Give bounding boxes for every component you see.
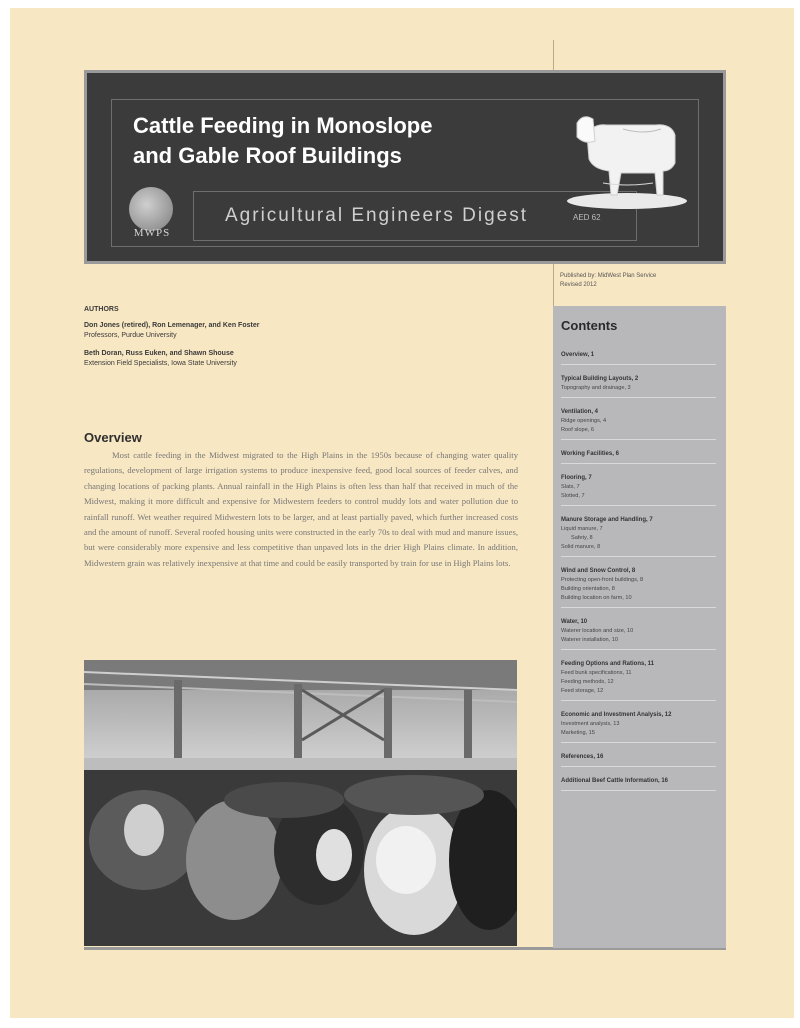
- contents-section: [561, 408, 716, 440]
- globe-icon: [129, 187, 173, 231]
- contents-section: [561, 567, 716, 608]
- cattle-barn-photo: [84, 660, 517, 946]
- contents-subsection: Slats, 7: [561, 484, 580, 490]
- contents-section: [561, 777, 716, 791]
- issue-number: AED 62: [573, 213, 601, 222]
- cattle-photo-illustration: [84, 660, 517, 946]
- contents-section-title: Economic and Investment Analysis, 12: [561, 712, 672, 718]
- contents-section-title: Wind and Snow Control, 8: [561, 568, 636, 574]
- contents-subsection: Marketing, 15: [561, 730, 595, 736]
- mwps-logo: MWPS: [123, 187, 181, 247]
- contents-section-title: Flooring, 7: [561, 475, 592, 481]
- contents-subsection: Liquid manure, 7: [561, 526, 603, 532]
- contents-section-title: Working Facilities, 6: [561, 451, 619, 457]
- cow-illustration-icon: [563, 101, 693, 211]
- contents-sidebar: [553, 306, 726, 948]
- contents-subsection: Safety, 8: [571, 535, 593, 541]
- contents-heading: Contents: [561, 318, 618, 333]
- contents-subsection: Feeding methods, 12: [561, 679, 614, 685]
- contents-subsection: Slotted, 7: [561, 493, 585, 499]
- contents-subsection: Ridge openings, 4: [561, 418, 607, 424]
- contents-list: [561, 351, 716, 791]
- contents-subsection: Topography and drainage, 3: [561, 385, 631, 391]
- contents-subsection: Roof slope, 6: [561, 427, 594, 433]
- contents-section-title: Overview, 1: [561, 352, 595, 358]
- contents-section: [561, 375, 716, 398]
- contents-subsection: Waterer location and size, 10: [561, 628, 634, 634]
- overview-heading: Overview: [84, 430, 142, 445]
- contents-subsection: Building location on farm, 10: [561, 595, 632, 601]
- series-name: Agricultural Engineers Digest: [225, 205, 529, 226]
- contents-section: [561, 450, 716, 464]
- contents-subsection: Protecting open-front buildings, 8: [561, 577, 644, 583]
- document-title: Cattle Feeding in Monoslope and Gable Roof Buildings: [133, 113, 433, 168]
- contents-section-title: Feeding Options and Rations, 11: [561, 661, 655, 667]
- overview-body: Most cattle feeding in the Midwest migrated to the High Plains in the 1950s because of changing water quality regulations, development of large irrigation systems to produce inexpensive feed, good local sources of feeder calves, and changing locations of packing plants. Annual rainfall in the High Plains is often less than half that received in much of the Midwest, making it more difficult and expensive for Midwestern feeders to control muddy lots and water pollution due to rainfall runoff. Wet weather required Midwestern lots to be larger, and at least partially paved, which further increased costs and the amount of runoff. Several roofed housing units were constructed in the early 70s to deal with mud and manure issues, but were considerably more expensive and less competitive than unpaved lots in the drier High Plains climate. In addition, Midwestern grain was relatively inexpensive at that time and could be easily transported by train for use in High Plains lots.: [84, 450, 518, 568]
- authors-block: AUTHORS Don Jones (retired), Ron Lemenager, and Ken Foster Professors, Purdue University Beth Doran, Russ Euken, and Shawn Shouse Extension Field Specialists, Iowa State University: [84, 305, 524, 377]
- title-banner: [84, 70, 726, 264]
- contents-section-title: Manure Storage and Handling, 7: [561, 517, 653, 523]
- contents-subsection: Building orientation, 8: [561, 586, 615, 592]
- contents-section-title: References, 16: [561, 754, 604, 760]
- contents-subsection: Feed bunk specifications, 11: [561, 670, 632, 676]
- contents-section: [561, 474, 716, 506]
- contents-section: [561, 711, 716, 743]
- publisher-note: Published by: MidWest Plan Service Revised 2012: [560, 273, 657, 288]
- contents-section: [561, 351, 716, 365]
- contents-subsection: Feed storage, 12: [561, 688, 604, 694]
- contents-section-title: Typical Building Layouts, 2: [561, 376, 639, 382]
- contents-section-title: Ventilation, 4: [561, 409, 599, 415]
- contents-section: [561, 618, 716, 650]
- contents-subsection: Waterer installation, 10: [561, 637, 618, 643]
- contents-subsection: Solid manure, 8: [561, 544, 601, 550]
- contents-section: [561, 753, 716, 767]
- contents-subsection: Investment analysis, 13: [561, 721, 620, 727]
- contents-section: [561, 660, 716, 701]
- contents-section-title: Water, 10: [561, 619, 588, 625]
- contents-section: [561, 516, 716, 557]
- authors-heading: AUTHORS: [84, 306, 119, 313]
- contents-section-title: Additional Beef Cattle Information, 16: [561, 778, 669, 784]
